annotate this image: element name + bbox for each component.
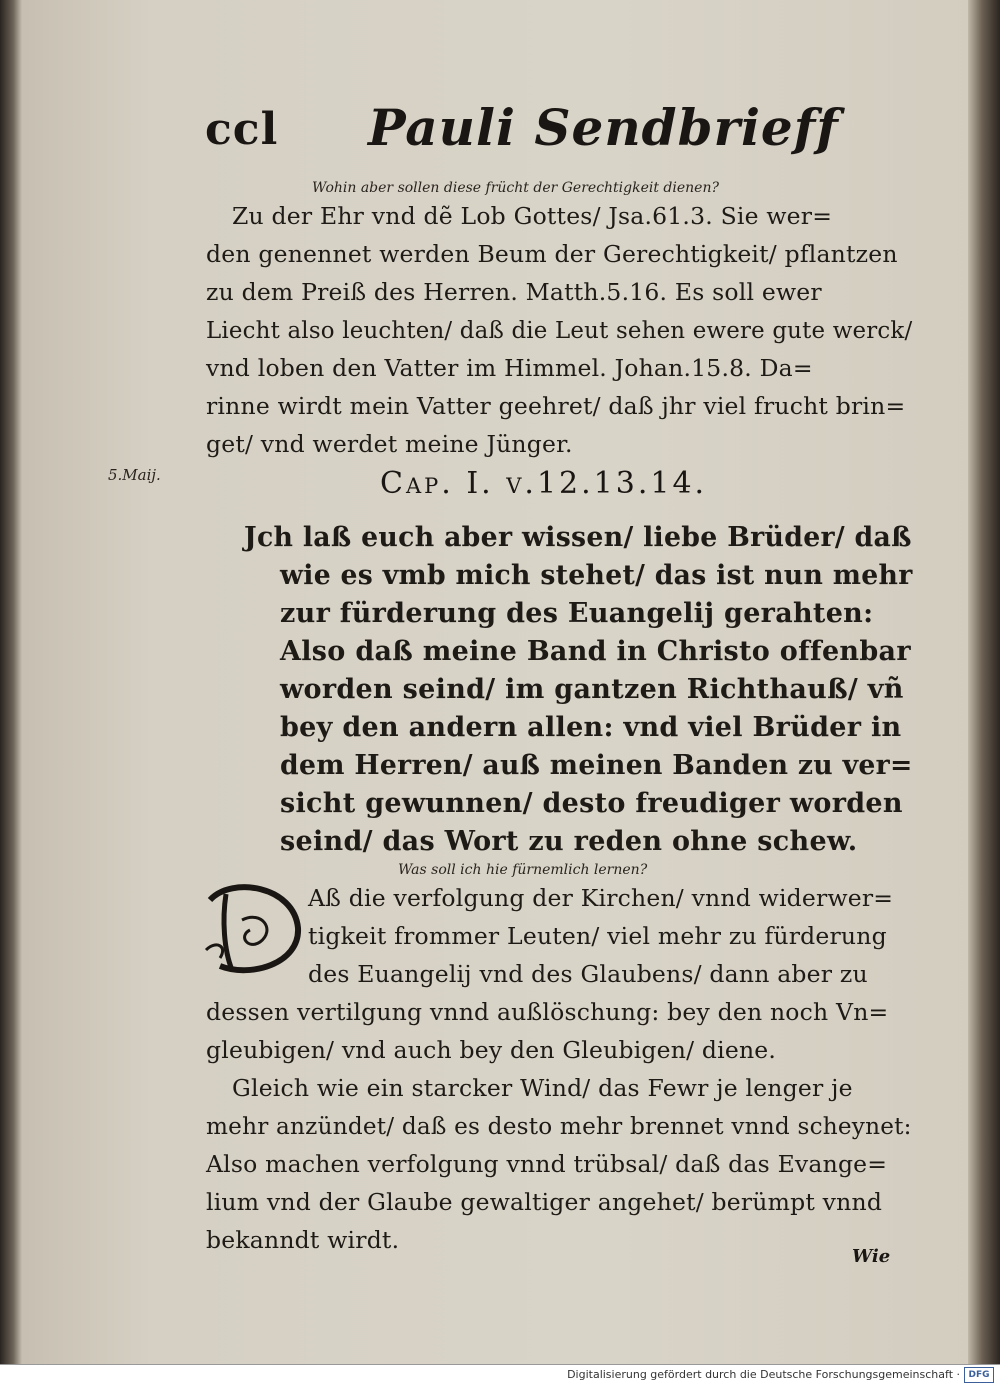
text-line: gleubigen/ vnd auch bey den Gleubigen/ diene. [206, 1036, 777, 1064]
text-line: worden seind/ im gantzen Richthauß/ vñ [280, 674, 904, 705]
digitization-footer [0, 1364, 1000, 1384]
text-line: Aß die verfolgung der Kirchen/ vnnd widerwer= [308, 884, 894, 912]
text-line: zur fürderung des Euangelij gerahten: [280, 598, 874, 629]
text-line: des Euangelij vnd des Glaubens/ dann aber zu [308, 960, 868, 988]
text-line: seind/ das Wort zu reden ohne schew. [280, 826, 858, 857]
text-line: sicht gewunnen/ desto freudiger worden [280, 788, 903, 819]
catchword: Wie [852, 1246, 891, 1267]
text-line: Zu der Ehr vnd dẽ Lob Gottes/ Jsa.61.3. Sie wer= [232, 202, 833, 230]
funding-credit: Digitalisierung gefördert durch die Deutsche Forschungsgemeinschaft · [567, 1368, 960, 1381]
question-heading-2: Was soll ich hie fürnemlich lernen? [398, 862, 648, 878]
text-line: bekanndt wirdt. [206, 1226, 400, 1254]
text-line: vnd loben den Vatter im Himmel. Johan.15.8. Da= [206, 354, 813, 382]
dfg-logo: DFG [964, 1367, 994, 1383]
question-heading-1: Wohin aber sollen diese frücht der Gerechtigkeit dienen? [312, 180, 719, 196]
margin-date-note: 5.Maij. [108, 466, 161, 484]
binding-shadow [0, 0, 22, 1364]
text-line: den genennet werden Beum der Gerechtigkeit/ pflantzen [206, 240, 898, 268]
running-title: Pauli Sendbrieff [368, 98, 839, 157]
text-line: dem Herren/ auß meinen Banden zu ver= [280, 750, 913, 781]
text-line: mehr anzündet/ daß es desto mehr brennet vnnd scheynet: [206, 1112, 912, 1140]
text-line: wie es vmb mich stehet/ das ist nun mehr [280, 560, 913, 591]
page-edge-shadow [968, 0, 1000, 1364]
text-line: zu dem Preiß des Herren. Matth.5.16. Es soll ewer [206, 278, 822, 306]
folio-number: ccl [205, 104, 279, 155]
text-line: tigkeit frommer Leuten/ viel mehr zu fürderung [308, 922, 887, 950]
text-line: dessen vertilgung vnnd außlöschung: bey den noch Vn= [206, 998, 889, 1026]
text-line: lium vnd der Glaube gewaltiger angehet/ berümpt vnnd [206, 1188, 883, 1216]
text-line: Liecht also leuchten/ daß die Leut sehen ewere gute werck/ [206, 316, 913, 344]
text-line: get/ vnd werdet meine Jünger. [206, 430, 573, 458]
text-line: Gleich wie ein starcker Wind/ das Fewr je lenger je [232, 1074, 853, 1102]
text-line: Also machen verfolgung vnnd trübsal/ daß das Evange= [206, 1150, 888, 1178]
text-line: bey den andern allen: vnd viel Brüder in [280, 712, 902, 743]
text-line: Also daß meine Band in Christo offenbar [280, 636, 911, 667]
text-line: rinne wirdt mein Vatter geehret/ daß jhr viel frucht brin= [206, 392, 906, 420]
text-line: Jch laß euch aber wissen/ liebe Brüder/ daß [244, 522, 912, 553]
chapter-heading: Cap. I. v.12.13.14. [380, 466, 708, 501]
